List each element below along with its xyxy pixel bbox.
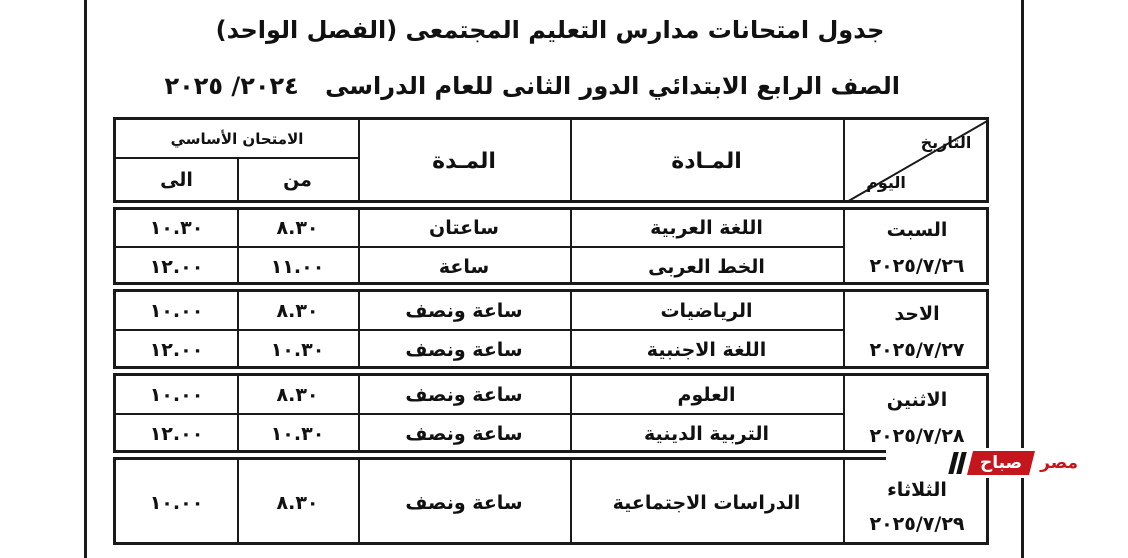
day-name: السبت xyxy=(886,219,948,241)
table-cell-from: ١١.٠٠ xyxy=(270,255,325,278)
table-cell-to: ١٢.٠٠ xyxy=(149,423,204,445)
header-from: من xyxy=(283,169,312,191)
header-table xyxy=(113,117,989,203)
header-duration: المـدة xyxy=(432,149,496,174)
table-cell-duration: ساعة ونصف xyxy=(405,383,523,406)
table-cell-to: ١٢.٠٠ xyxy=(149,255,204,278)
watermark-brand-box xyxy=(967,451,1035,475)
header-subject: المـادة xyxy=(671,149,742,174)
table-cell-from: ١٠.٣٠ xyxy=(270,423,325,445)
table-cell-to: ١٠.٠٠ xyxy=(149,383,204,406)
day-date: ٢٠٢٥/٧/٢٦ xyxy=(869,255,965,277)
table-cell-subject: التربية الدينية xyxy=(643,423,770,445)
table-cell-duration: ساعتان xyxy=(429,217,499,239)
day-name: الاثنين xyxy=(886,389,948,411)
table-cell-from: ٨.٣٠ xyxy=(276,217,319,239)
table-cell-to: ١٠.٠٠ xyxy=(149,491,204,514)
table-cell-subject: اللغة الاجنبية xyxy=(646,339,767,361)
day-block-saturday xyxy=(113,207,989,285)
table-cell-duration: ساعة ونصف xyxy=(405,423,523,445)
day-date: ٢٠٢٥/٧/٢٧ xyxy=(869,339,965,361)
watermark-logo xyxy=(886,448,1078,478)
table-cell-subject: اللغة العربية xyxy=(650,217,763,239)
day-block-sunday xyxy=(113,289,989,369)
table-cell-to: ١٠.٠٠ xyxy=(149,299,204,322)
header-day: اليوم xyxy=(866,172,906,192)
watermark-suffix: مصر xyxy=(1040,453,1078,473)
table-cell-from: ١٠.٣٠ xyxy=(270,339,325,361)
table-cell-duration: ساعة ونصف xyxy=(405,491,523,514)
table-cell-subject: الدراسات الاجتماعية xyxy=(612,491,801,514)
table-cell-from: ٨.٣٠ xyxy=(276,383,319,406)
subtitle-text: الصف الرابع الابتدائي الدور الثانى للعام الدراسى xyxy=(325,72,900,100)
table-cell-subject: الخط العربى xyxy=(648,255,765,278)
table-cell-from: ٨.٣٠ xyxy=(276,491,319,514)
header-basic-exam: الامتحان الأساسي xyxy=(170,129,304,148)
document-subtitle xyxy=(140,72,900,100)
day-block-monday xyxy=(113,373,989,453)
watermark-stripes-icon xyxy=(951,452,964,474)
header-date: التاريخ xyxy=(920,132,972,152)
day-name: الثلاثاء xyxy=(887,479,947,501)
day-date: ٢٠٢٥/٧/٢٩ xyxy=(869,513,965,535)
day-block-tuesday xyxy=(113,457,989,545)
day-date: ٢٠٢٥/٧/٢٨ xyxy=(869,425,965,447)
academic-year: ٢٠٢٤/ ٢٠٢٥ xyxy=(164,72,299,100)
table-cell-duration: ساعة xyxy=(438,255,490,278)
table-cell-subject: الرياضيات xyxy=(660,299,753,322)
table-cell-duration: ساعة ونصف xyxy=(405,299,523,322)
table-cell-duration: ساعة ونصف xyxy=(405,339,523,361)
table-cell-subject: العلوم xyxy=(677,383,736,406)
table-cell-from: ٨.٣٠ xyxy=(276,299,319,322)
day-name: الاحد xyxy=(894,303,940,325)
document-title: جدول امتحانات مدارس التعليم المجتمعى (الفصل الواحد) xyxy=(215,16,885,44)
table-cell-to: ١٢.٠٠ xyxy=(149,339,204,361)
watermark-brand: صباح xyxy=(980,453,1023,473)
table-cell-to: ١٠.٣٠ xyxy=(149,217,204,239)
header-to: الى xyxy=(160,169,193,191)
